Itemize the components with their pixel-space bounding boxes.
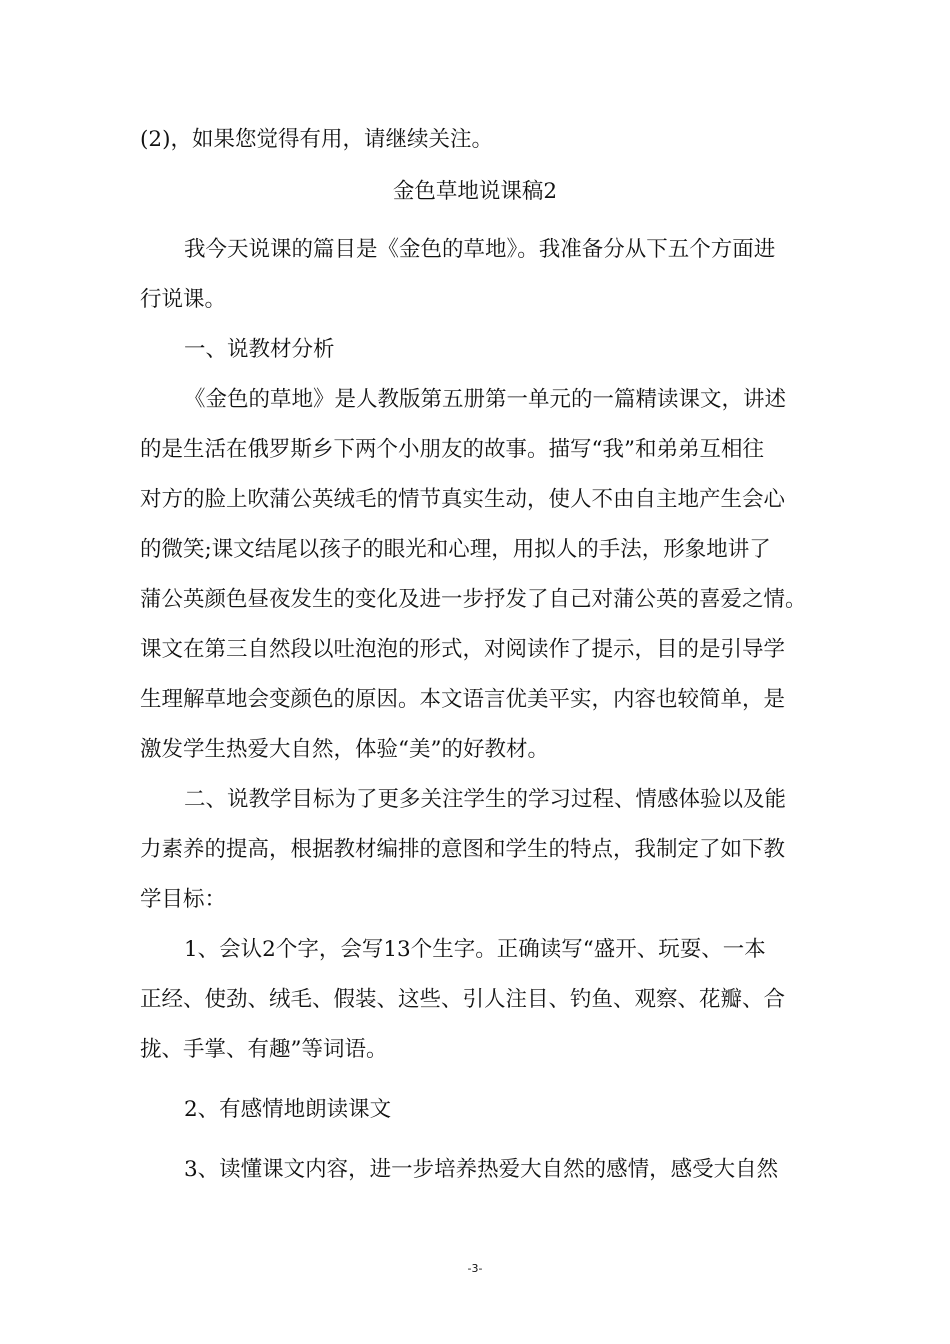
paragraph-line: 的微笑;课文结尾以孩子的眼光和心理，用拟人的手法，形象地讲了 (140, 537, 771, 562)
document-title: 金色草地说课稿2 (392, 179, 558, 204)
paragraph-line: 行说课。 (140, 287, 227, 312)
list-item-line: 1、会认2个字，会写13个生字。正确读写“盛开、玩耍、一本 (184, 937, 766, 962)
section-heading: 一、说教材分析 (184, 337, 335, 362)
list-item-line: 2、有感情地朗读课文 (184, 1097, 392, 1122)
paragraph-line: 生理解草地会变颜色的原因。本文语言优美平实，内容也较简单，是 (140, 687, 786, 712)
paragraph-line: 对方的脸上吹蒲公英绒毛的情节真实生动，使人不由自主地产生会心 (140, 487, 786, 512)
paragraph-line: 课文在第三自然段以吐泡泡的形式，对阅读作了提示，目的是引导学 (140, 637, 786, 662)
paragraph-line: 的是生活在俄罗斯乡下两个小朋友的故事。描写“我”和弟弟互相往 (140, 437, 764, 462)
paragraph-line: 力素养的提高，根据教材编排的意图和学生的特点，我制定了如下教 (140, 837, 786, 862)
paragraph-line: 蒲公英颜色昼夜发生的变化及进一步抒发了自己对蒲公英的喜爱之情。 (140, 587, 807, 612)
paragraph-line: 激发学生热爱大自然，体验“美”的好教材。 (140, 737, 549, 762)
paragraph-line: 学目标： (140, 887, 227, 912)
paragraph-line: 《金色的草地》是人教版第五册第一单元的一篇精读课文，讲述 (184, 387, 787, 412)
list-item-line: 3、读懂课文内容，进一步培养热爱大自然的感情，感受大自然 (184, 1157, 779, 1182)
intro-line: (2)，如果您觉得有用，请继续关注。 (140, 127, 493, 152)
page-number: -3- (467, 1262, 483, 1275)
list-item-line: 拢、手掌、有趣”等词语。 (140, 1037, 388, 1062)
paragraph-line: 我今天说课的篇目是《金色的草地》。我准备分从下五个方面进 (184, 237, 776, 262)
paragraph-line: 二、说教学目标为了更多关注学生的学习过程、情感体验以及能 (184, 787, 787, 812)
list-item-line: 正经、使劲、绒毛、假装、这些、引人注目、钓鱼、观察、花瓣、合 (140, 987, 786, 1012)
